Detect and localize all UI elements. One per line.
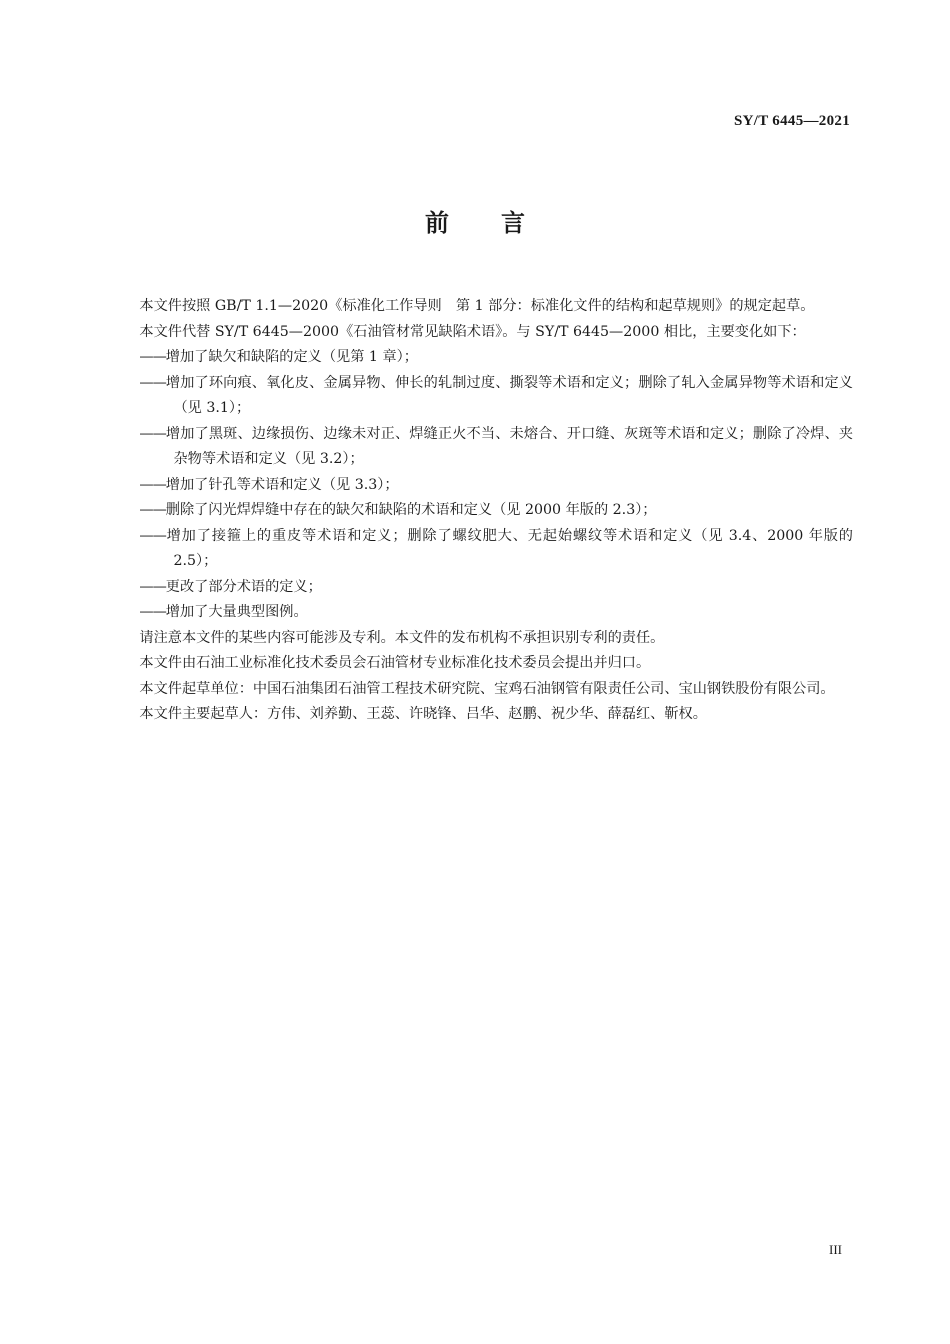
committee-paragraph: 本文件由石油工业标准化技术委员会石油管材专业标准化技术委员会提出并归口。 — [139, 655, 651, 671]
dash-marker: —— — [139, 604, 166, 620]
change-text: 更改了部分术语的定义； — [165, 578, 322, 595]
change-list-item — [111, 371, 853, 422]
change-text: 增加了缺欠和缺陷的定义（见第 1 章）； — [165, 349, 418, 365]
change-text: 增加了环向痕、氧化皮、金属异物、伸长的轧制过度、撕裂等术语和定义；删除了轧入金属异物等术语和定义（见 3.1）； — [165, 374, 853, 416]
intro-paragraph: 本文件按照 GB/T 1.1—2020《标准化工作导则 第 1 部分：标准化文件的结构和起草规则》的规定起草。 — [139, 298, 815, 314]
page-title: 前言 — [425, 209, 577, 237]
dash-marker: —— — [139, 374, 166, 391]
change-list-item — [111, 575, 853, 601]
change-text: 增加了针孔等术语和定义（见 3.3）； — [165, 476, 399, 493]
change-list-item — [111, 422, 853, 473]
change-text: 删除了闪光焊焊缝中存在的缺欠和缺陷的术语和定义（见 2000 年版的 2.3）； — [165, 502, 657, 518]
dash-marker: —— — [139, 578, 166, 595]
doc-code-header: SY/T 6445—2021 — [733, 113, 850, 129]
change-text: 增加了接箍上的重皮等术语和定义；删除了螺纹肥大、无起始螺纹等术语和定义（见 3.4、2000 年版的 2.5）； — [165, 527, 853, 569]
dash-marker: —— — [139, 476, 166, 493]
change-text: 增加了大量典型图例。 — [165, 604, 308, 620]
drafting-units-paragraph: 本文件起草单位：中国石油集团石油管工程技术研究院、宝鸡石油钢管有限责任公司、宝山钢铁股份有限公司。 — [139, 680, 835, 697]
dash-marker: —— — [139, 502, 166, 518]
change-list-item — [111, 345, 853, 371]
page-number: III — [829, 1242, 842, 1257]
intro-paragraph: 本文件代替 SY/T 6445—2000《石油管材常见缺陷术语》。与 SY/T 6445—2000 相比，主要变化如下： — [139, 323, 806, 340]
dash-marker: —— — [139, 527, 166, 544]
dash-marker: —— — [139, 425, 166, 442]
change-list-item — [111, 524, 853, 575]
change-list-item — [111, 498, 853, 524]
foreword-content — [111, 294, 853, 728]
change-list-item — [111, 600, 853, 626]
patent-notice-paragraph: 请注意本文件的某些内容可能涉及专利。本文件的发布机构不承担识别专利的责任。 — [139, 629, 665, 646]
change-text: 增加了黑斑、边缘损伤、边缘未对正、焊缝正火不当、未熔合、开口缝、灰斑等术语和定义；删除了冷焊、夹杂物等术语和定义（见 3.2）； — [165, 425, 853, 467]
change-list-item — [111, 473, 853, 499]
drafters-paragraph: 本文件主要起草人：方伟、刘养勤、王蕊、许晓锋、吕华、赵鹏、祝少华、薛磊红、靳权。 — [139, 706, 707, 722]
dash-marker: —— — [139, 349, 166, 365]
